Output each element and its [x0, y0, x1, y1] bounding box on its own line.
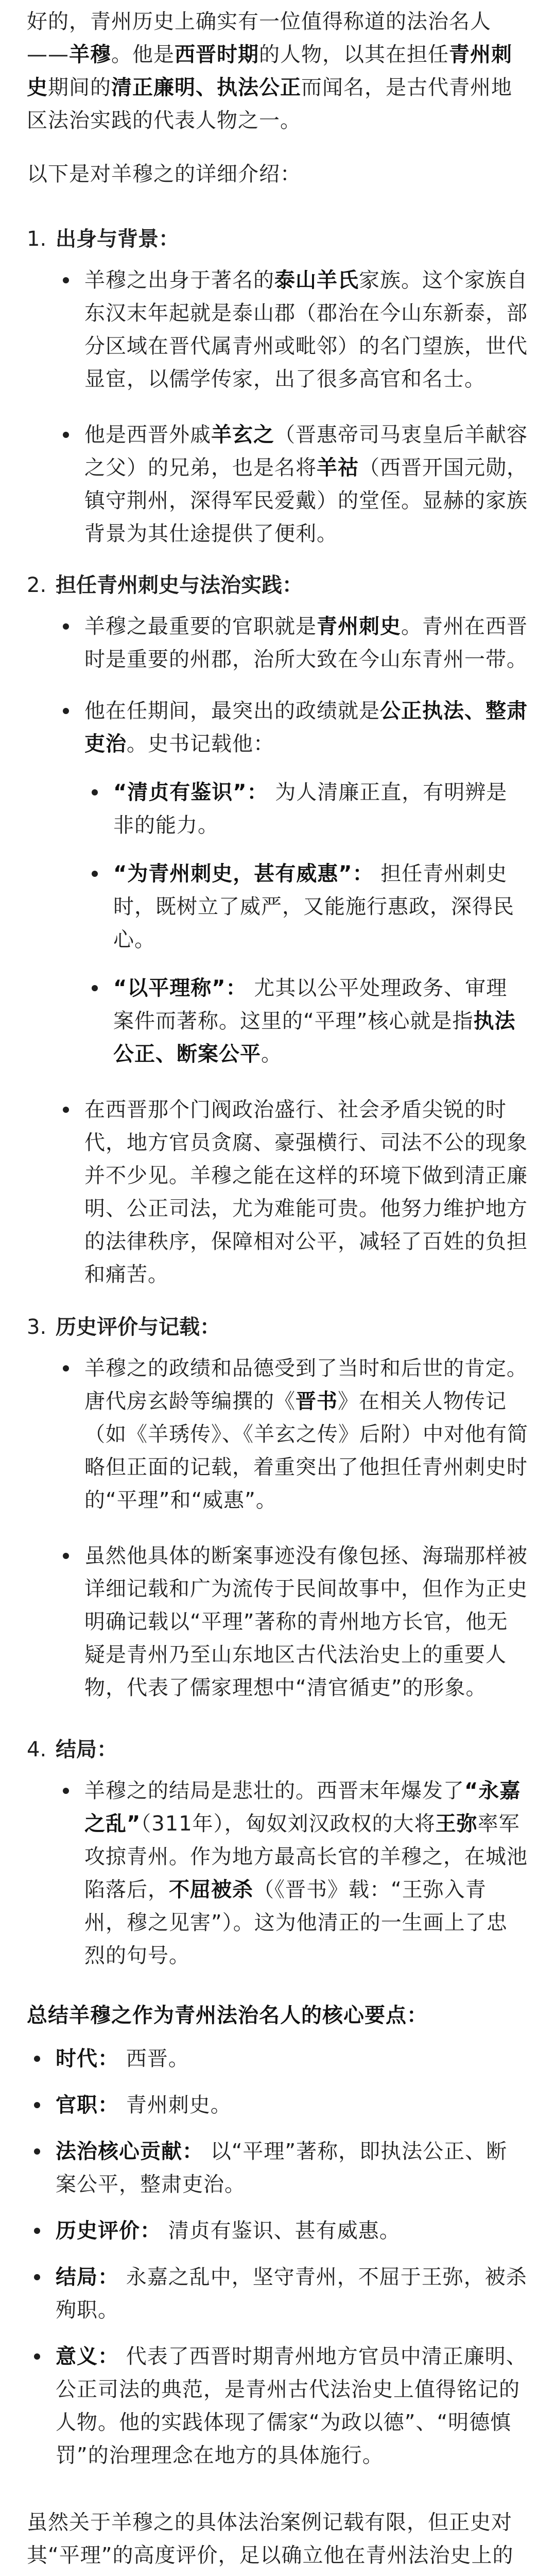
intro-text: 。他是 [111, 43, 175, 66]
summary-list [27, 2042, 528, 2472]
section-heading [27, 1311, 528, 1344]
list-item: 在西晋那个门阀政治盛行、社会矛盾尖锐的时代，地方官员贪腐、豪强横行、司法不公的现象并不少见。羊穆之能在这样的环境下做到清正廉明、公正司法，尤为难能可贵。他努力维护地方的法律秩序，保障相对公平，减轻了百姓的负担和痛苦。 [56, 1093, 528, 1291]
section-heading [27, 1733, 528, 1766]
book-highlight: 晋书 [296, 1389, 338, 1413]
name-highlight: 羊玄之 [211, 423, 274, 447]
summary-item: 历史评价： 清贞有鉴识、甚有威惠。 [27, 2214, 528, 2247]
section-number: 4. [27, 1738, 47, 1761]
summary-item: 官职： 青州刺史。 [27, 2089, 528, 2122]
section-number: 3. [27, 1315, 47, 1339]
name-highlight: 王弥 [435, 1812, 478, 1836]
section-list [27, 1774, 528, 1972]
person-name: 羊穆 [69, 43, 111, 66]
section-evaluation [27, 1311, 528, 1704]
intro-text: 而闻名，是古代青州地区法治实践的代表人物之一。 [27, 76, 512, 132]
summary-item: 时代： 西晋。 [27, 2042, 528, 2075]
event-highlight: “永嘉之乱” [84, 1779, 521, 1836]
merit-highlight: 清正廉明、执法公正 [111, 76, 301, 99]
name-highlight: 羊祜 [317, 456, 359, 480]
list-item: 羊穆之出身于著名的泰山羊氏家族。这个家族自东汉末年起就是泰山郡（郡治在今山东新泰，部分区域在晋代属青州或毗邻）的名门望族，世代显宦，以儒学传家，出了很多高官和名士。 [56, 264, 528, 396]
summary-item: 结局： 永嘉之乱中，坚守青州，不屈于王弥，被杀殉职。 [27, 2261, 528, 2327]
list-item: 羊穆之的结局是悲壮的。西晋末年爆发了“永嘉之乱”（311年），匈奴刘汉政权的大将王弥率军攻掠青州。作为地方最高长官的羊穆之，在城池陷落后，不屈被杀（《晋书》载：“王弥入青州，穆之见害”）。这为他清正的一生画上了忠烈的句号。 [56, 1774, 528, 1972]
merit-highlight: 公正执法、整肃吏治 [84, 699, 528, 756]
era-highlight: 西晋时期 [175, 43, 259, 66]
section-title: 结局： [56, 1738, 117, 1761]
summary-item: 法治核心贡献： 以“平理”著称，即执法公正、断案公平，整肃吏治。 [27, 2135, 528, 2201]
closing-paragraph: 虽然关于羊穆之的具体法治案例记载有限，但正史对其“平理”的高度评价，足以确立他在青州法治史上的 [27, 2511, 514, 2567]
intro-text: 的人物，以其在担任 [259, 43, 449, 66]
section-governance [27, 569, 528, 1291]
quote-item: “为青州刺史，甚有威惠”： 担任青州刺史时，既树立了威严，又能施行惠政，深得民心。 [84, 857, 528, 956]
intro-paragraph [27, 0, 528, 137]
section-title: 担任青州刺史与法治实践： [56, 573, 303, 597]
list-item: 虽然他具体的断案事迹没有像包拯、海瑞那样被详细记载和广为流传于民间故事中，但作为正史明确记载以“平理”著称的青州地方长官，他无疑是青州乃至山东地区古代法治史上的重要人物，代表了儒家理想中“清官循吏”的形象。 [56, 1539, 528, 1704]
section-heading [27, 223, 528, 256]
section-number: 2. [27, 573, 47, 597]
list-item: 他在任期间，最突出的政绩就是公正执法、整肃吏治。史书记载他： “清贞有鉴识”： 为人清廉正直，有明辨是非的能力。 “为青州刺史，甚有威惠”： 担任青州刺史时，既树立了威严，又能施行惠政，深得民心。 “以平理称”： 尤其以公平处理政务、审理案件而著称。这里的“平理”核心就是指执法公正、断案公平。 [56, 694, 528, 1071]
summary-item: 意义： 代表了西晋时期青州地方官员中清正廉明、公正司法的典范，是青州古代法治史上值得铭记的人物。他的实践体现了儒家“为政以德”、“明德慎罚”的治理理念在地方的具体施行。 [27, 2340, 528, 2472]
section-list [27, 1352, 528, 1704]
intro-text: 好的，青州历史上确实有一位值得称道的法治名人—— [27, 10, 491, 66]
section-ending [27, 1733, 528, 1972]
post-highlight: 青州刺史 [27, 43, 512, 99]
section-heading [27, 569, 528, 602]
post-highlight: 青州刺史 [317, 615, 401, 638]
merit-highlight: 执法公正、断案公平 [113, 1009, 516, 1066]
section-background [27, 223, 528, 550]
list-item: 他是西晋外戚羊玄之（晋惠帝司马衷皇后羊献容之父）的兄弟，也是名将羊祜（西晋开国元勋，镇守荆州，深得军民爱戴）的堂侄。显赫的家族背景为其仕途提供了便利。 [56, 418, 528, 550]
section-list [27, 264, 528, 550]
section-title: 历史评价与记载： [56, 1315, 220, 1339]
section-title: 出身与背景： [56, 227, 179, 251]
summary-section [27, 1999, 528, 2472]
clan-highlight: 泰山羊氏 [274, 268, 359, 292]
quote-list [84, 776, 528, 1071]
intro-text: 期间的 [48, 76, 111, 99]
lead-sentence: 以下是对羊穆之的详细介绍： [27, 162, 301, 186]
summary-title: 总结羊穆之作为青州法治名人的核心要点： [27, 2004, 428, 2027]
list-item: 羊穆之的政绩和品德受到了当时和后世的肯定。唐代房玄龄等编撰的《晋书》在相关人物传记（如《羊琇传》、《羊玄之传》后附）中对他有简略但正面的记载，着重突出了他担任青州刺史时的“平理”和“威惠”。 [56, 1352, 528, 1517]
list-item: 羊穆之最重要的官职就是青州刺史。青州在西晋时是重要的州郡，治所大致在今山东青州一带。 [56, 610, 528, 676]
fate-highlight: 不屈被杀 [169, 1878, 253, 1902]
section-number: 1. [27, 227, 47, 251]
quote-item: “清贞有鉴识”： 为人清廉正直，有明辨是非的能力。 [84, 776, 528, 842]
quote-item: “以平理称”： 尤其以公平处理政务、审理案件而著称。这里的“平理”核心就是指执法公正、断案公平。 [84, 972, 528, 1071]
section-list [27, 610, 528, 1291]
